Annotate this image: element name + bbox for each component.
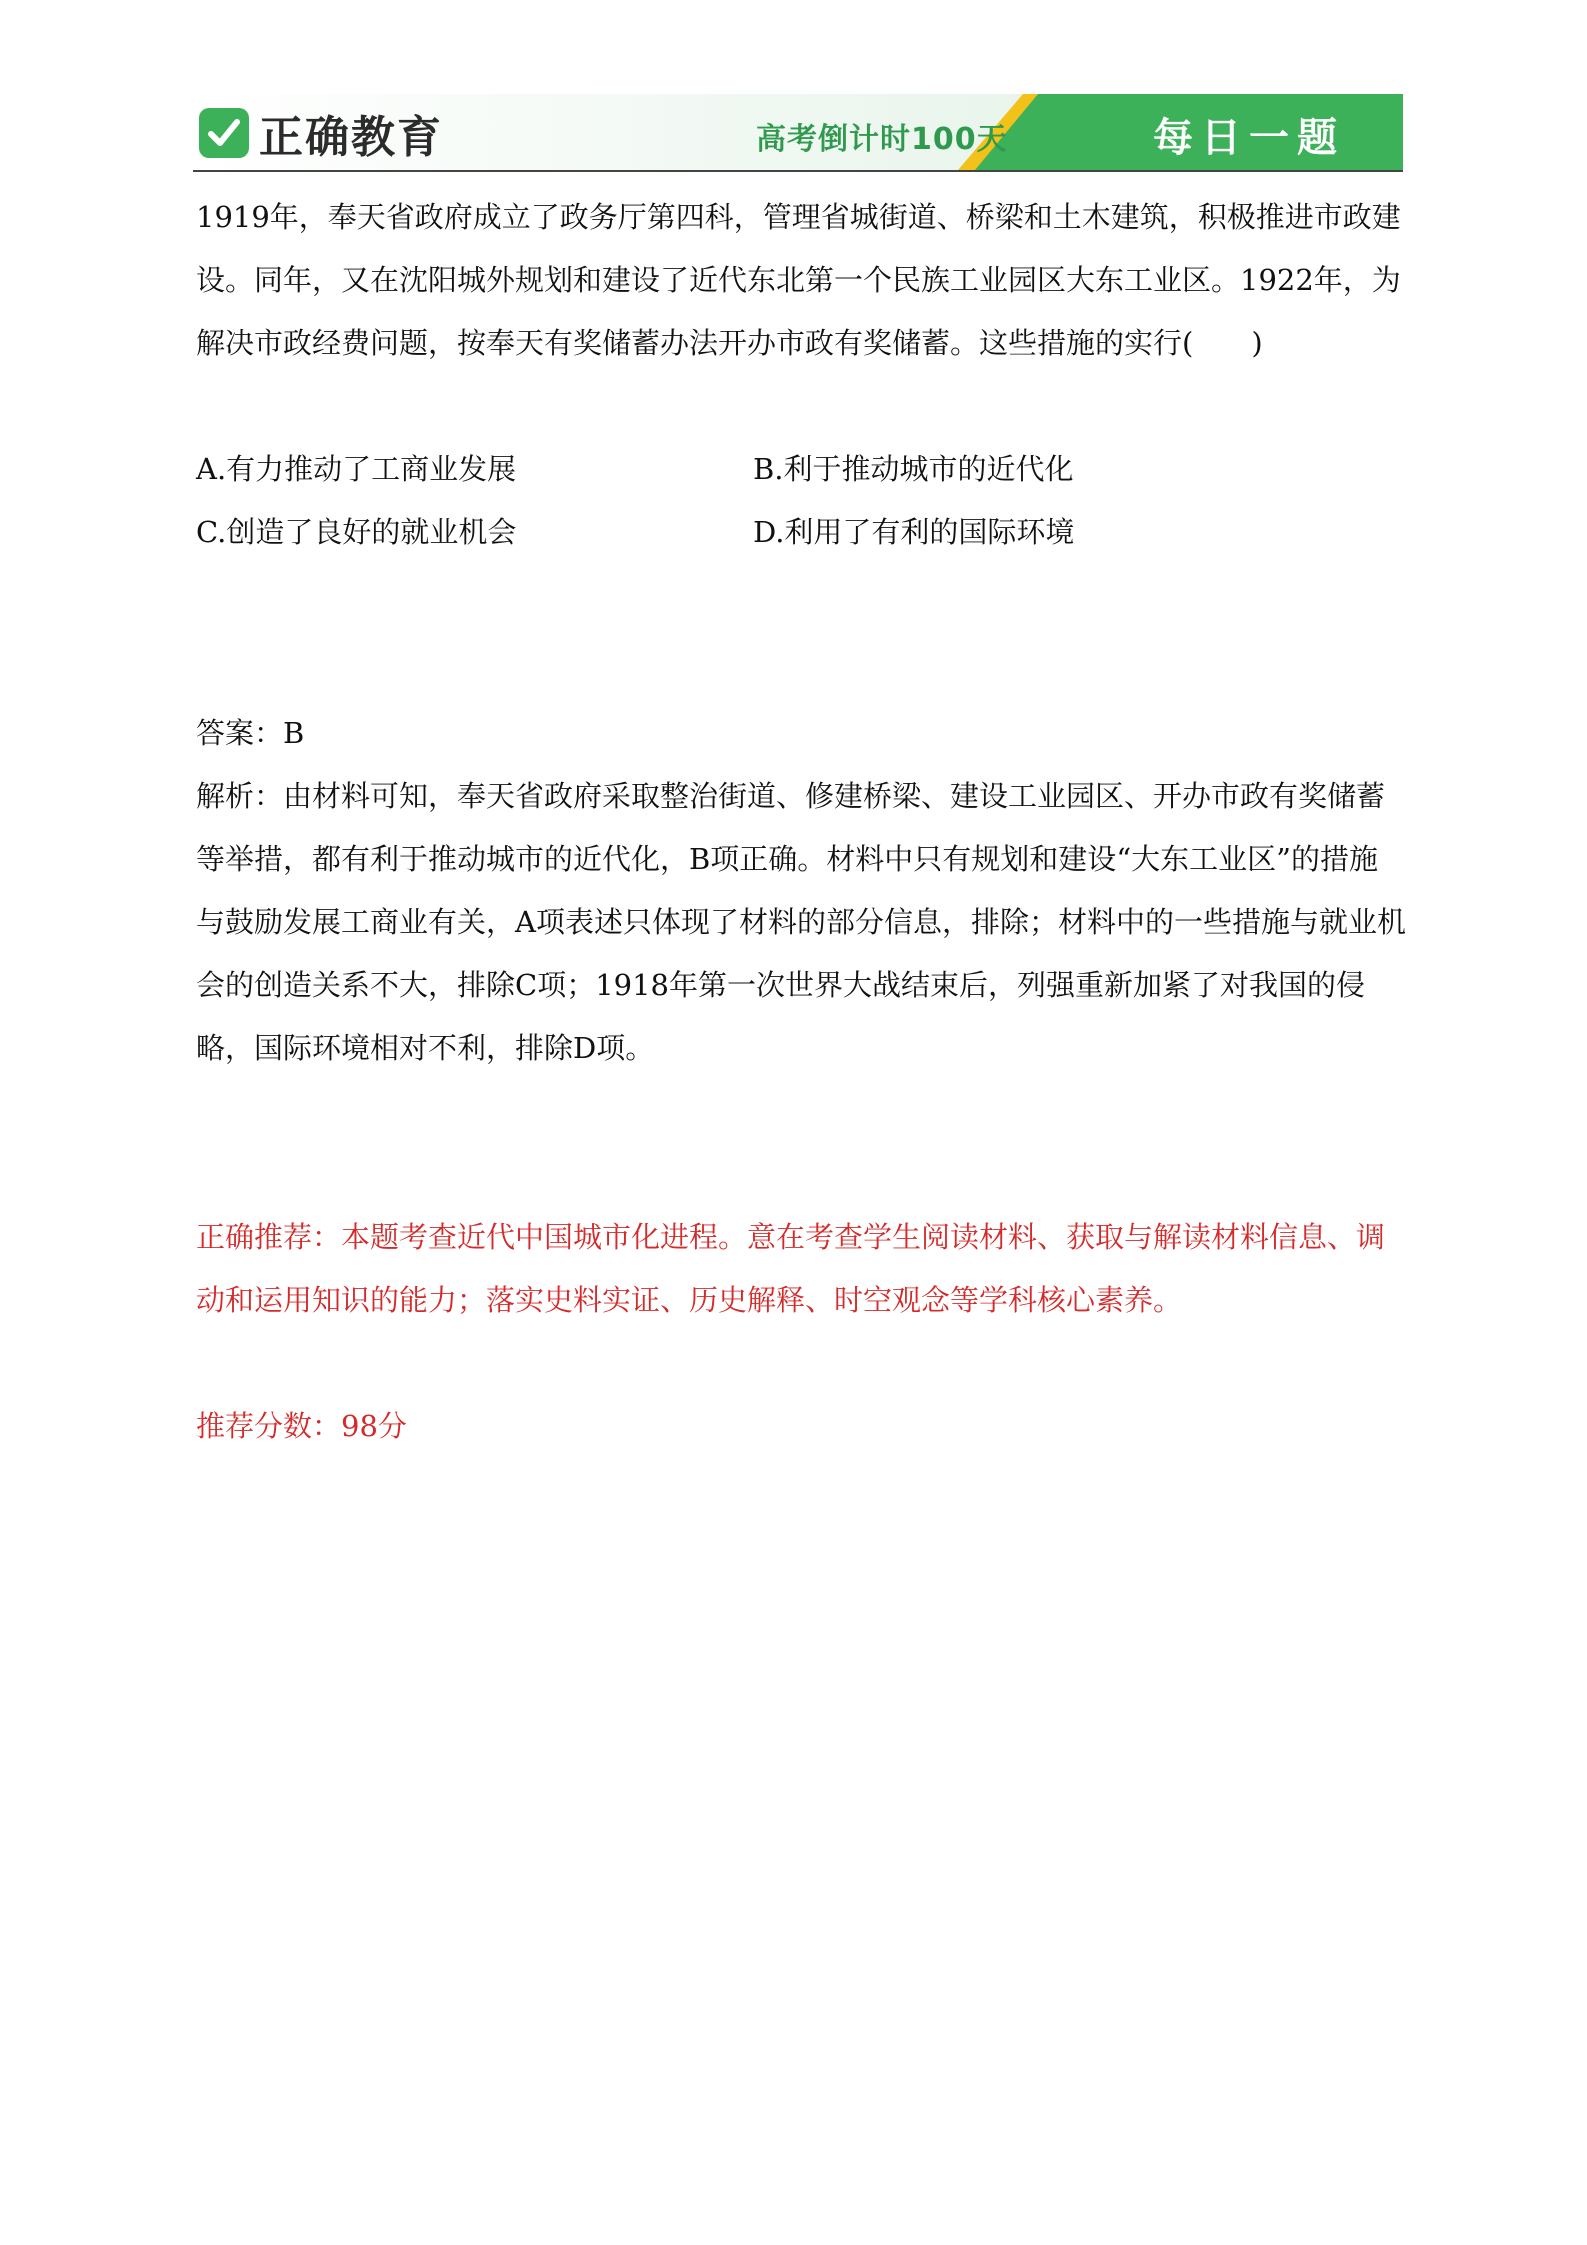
countdown-text: 高考倒计时100天 (756, 122, 1008, 157)
option-d: D.利用了有利的国际环境 (753, 515, 1075, 549)
options-row-1 (196, 438, 1406, 501)
options-list (196, 438, 1406, 564)
option-c: C.创造了良好的就业机会 (196, 515, 517, 549)
daily-question-label: 每日一题 (1153, 115, 1345, 161)
header-banner (193, 94, 1403, 172)
header-divider (193, 170, 1403, 172)
options-row-2 (196, 501, 1406, 564)
recommendation-text: 正确推荐：本题考查近代中国城市化进程。意在考查学生阅读材料、获取与解读材料信息、调动和运用知识的能力；落实史料实证、历史解释、时空观念等学科核心素养。 (196, 1220, 1386, 1317)
analysis-text: 解析：由材料可知，奉天省政府采取整治街道、修建桥梁、建设工业园区、开办市政有奖储蓄等举措，都有利于推动城市的近代化，B项正确。材料中只有规划和建设“大东工业区”的措施与鼓励发展工商业有关，A项表述只体现了材料的部分信息，排除；材料中的一些措施与就业机会的创造关系不大，排除C项；1918年第一次世界大战结束后，列强重新加紧了对我国的侵略，国际环境相对不利，排除D项。 (196, 779, 1406, 1065)
brand-logo (199, 104, 443, 162)
question-stem: 1919年，奉天省政府成立了政务厅第四科，管理省城街道、桥梁和土木建筑，积极推进市政建设。同年，又在沈阳城外规划和建设了近代东北第一个民族工业园区大东工业区。1922年，为解决市政经费问题，按奉天有奖储蓄办法开办市政有奖储蓄。这些措施的实行( ) (196, 200, 1401, 360)
option-b: B.利于推动城市的近代化 (753, 452, 1074, 486)
brand-name: 正确教育 (259, 112, 443, 163)
answer-text: 答案：B (196, 716, 305, 750)
check-icon (199, 108, 249, 158)
recommended-score: 推荐分数：98分 (196, 1409, 407, 1443)
option-a: A.有力推动了工商业发展 (196, 452, 517, 486)
